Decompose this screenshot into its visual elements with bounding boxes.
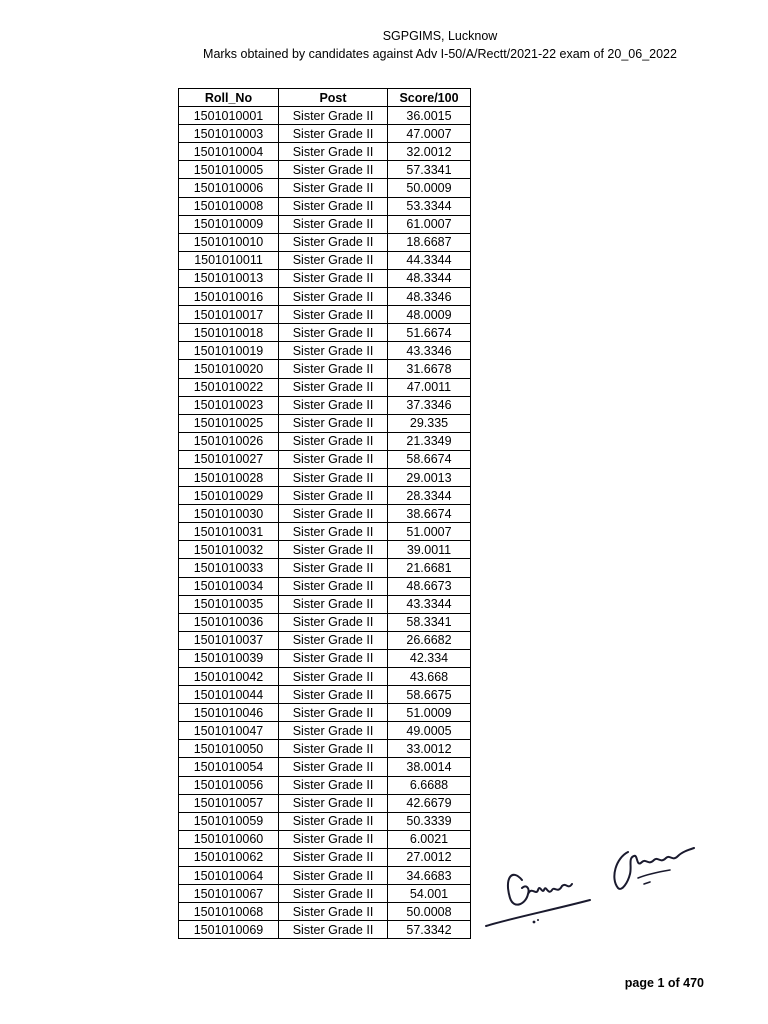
roll-no-cell: 1501010022: [179, 378, 279, 396]
score-cell: 57.3341: [388, 161, 471, 179]
table-row: [179, 631, 471, 649]
score-cell: 54.001: [388, 885, 471, 903]
post-cell: Sister Grade II: [279, 867, 388, 885]
roll-no-cell: 1501010046: [179, 704, 279, 722]
post-cell: Sister Grade II: [279, 197, 388, 215]
roll-no-cell: 1501010033: [179, 559, 279, 577]
table-row: [179, 740, 471, 758]
score-cell: 28.3344: [388, 487, 471, 505]
table-row: [179, 686, 471, 704]
score-cell: 18.6687: [388, 233, 471, 251]
post-cell: Sister Grade II: [279, 812, 388, 830]
roll-no-cell: 1501010067: [179, 885, 279, 903]
roll-no-cell: 1501010064: [179, 867, 279, 885]
score-cell: 43.3344: [388, 595, 471, 613]
roll-no-cell: 1501010036: [179, 613, 279, 631]
score-cell: 43.3346: [388, 342, 471, 360]
roll-no-cell: 1501010056: [179, 776, 279, 794]
table-row: [179, 161, 471, 179]
post-cell: Sister Grade II: [279, 468, 388, 486]
post-cell: Sister Grade II: [279, 848, 388, 866]
roll-no-cell: 1501010004: [179, 143, 279, 161]
table-row: [179, 468, 471, 486]
roll-no-cell: 1501010042: [179, 668, 279, 686]
table-row: [179, 487, 471, 505]
score-cell: 48.3344: [388, 269, 471, 287]
roll-no-cell: 1501010023: [179, 396, 279, 414]
score-cell: 6.6688: [388, 776, 471, 794]
roll-no-cell: 1501010030: [179, 505, 279, 523]
post-cell: Sister Grade II: [279, 487, 388, 505]
table-row: [179, 885, 471, 903]
score-cell: 29.0013: [388, 468, 471, 486]
post-cell: Sister Grade II: [279, 450, 388, 468]
table-row: [179, 306, 471, 324]
table-row: [179, 505, 471, 523]
roll-no-cell: 1501010037: [179, 631, 279, 649]
score-cell: 58.3341: [388, 613, 471, 631]
table-row: [179, 776, 471, 794]
score-cell: 49.0005: [388, 722, 471, 740]
score-cell: 50.0009: [388, 179, 471, 197]
post-cell: Sister Grade II: [279, 360, 388, 378]
table-row: [179, 432, 471, 450]
post-cell: Sister Grade II: [279, 921, 388, 939]
table-row: [179, 794, 471, 812]
post-cell: Sister Grade II: [279, 559, 388, 577]
post-cell: Sister Grade II: [279, 631, 388, 649]
table-row: [179, 523, 471, 541]
post-cell: Sister Grade II: [279, 414, 388, 432]
roll-no-cell: 1501010025: [179, 414, 279, 432]
post-cell: Sister Grade II: [279, 613, 388, 631]
column-header-post: Post: [279, 89, 388, 107]
roll-no-cell: 1501010029: [179, 487, 279, 505]
score-cell: 61.0007: [388, 215, 471, 233]
roll-no-cell: 1501010001: [179, 107, 279, 125]
score-cell: 33.0012: [388, 740, 471, 758]
post-cell: Sister Grade II: [279, 758, 388, 776]
roll-no-cell: 1501010008: [179, 197, 279, 215]
post-cell: Sister Grade II: [279, 830, 388, 848]
post-cell: Sister Grade II: [279, 686, 388, 704]
post-cell: Sister Grade II: [279, 885, 388, 903]
roll-no-cell: 1501010062: [179, 848, 279, 866]
roll-no-cell: 1501010059: [179, 812, 279, 830]
score-cell: 51.0007: [388, 523, 471, 541]
post-cell: Sister Grade II: [279, 776, 388, 794]
score-cell: 58.6674: [388, 450, 471, 468]
post-cell: Sister Grade II: [279, 704, 388, 722]
roll-no-cell: 1501010035: [179, 595, 279, 613]
signature-left: [482, 838, 594, 928]
score-cell: 36.0015: [388, 107, 471, 125]
post-cell: Sister Grade II: [279, 378, 388, 396]
score-cell: 34.6683: [388, 867, 471, 885]
score-cell: 53.3344: [388, 197, 471, 215]
score-cell: 32.0012: [388, 143, 471, 161]
post-cell: Sister Grade II: [279, 541, 388, 559]
column-header-score: Score/100: [388, 89, 471, 107]
roll-no-cell: 1501010013: [179, 269, 279, 287]
post-cell: Sister Grade II: [279, 668, 388, 686]
table-row: [179, 143, 471, 161]
roll-no-cell: 1501010034: [179, 577, 279, 595]
post-cell: Sister Grade II: [279, 125, 388, 143]
table-row: [179, 649, 471, 667]
post-cell: Sister Grade II: [279, 107, 388, 125]
score-cell: 42.6679: [388, 794, 471, 812]
post-cell: Sister Grade II: [279, 324, 388, 342]
roll-no-cell: 1501010017: [179, 306, 279, 324]
page-title: SGPGIMS, Lucknow: [382, 29, 498, 43]
roll-no-cell: 1501010039: [179, 649, 279, 667]
post-cell: Sister Grade II: [279, 577, 388, 595]
post-cell: Sister Grade II: [279, 143, 388, 161]
roll-no-cell: 1501010031: [179, 523, 279, 541]
roll-no-cell: 1501010068: [179, 903, 279, 921]
table-row: [179, 613, 471, 631]
table-row: [179, 215, 471, 233]
post-cell: Sister Grade II: [279, 179, 388, 197]
roll-no-cell: 1501010026: [179, 432, 279, 450]
post-cell: Sister Grade II: [279, 523, 388, 541]
page-subtitle: Marks obtained by candidates against Adv I-50/A/Rectt/2021-22 exam of 20_06_2022: [203, 47, 677, 61]
roll-no-cell: 1501010003: [179, 125, 279, 143]
post-cell: Sister Grade II: [279, 233, 388, 251]
table-row: [179, 251, 471, 269]
score-cell: 58.6675: [388, 686, 471, 704]
roll-no-cell: 1501010028: [179, 468, 279, 486]
post-cell: Sister Grade II: [279, 251, 388, 269]
table-row: [179, 559, 471, 577]
table-row: [179, 867, 471, 885]
score-cell: 47.0007: [388, 125, 471, 143]
score-cell: 42.334: [388, 649, 471, 667]
table-row: [179, 921, 471, 939]
post-cell: Sister Grade II: [279, 432, 388, 450]
table-row: [179, 324, 471, 342]
score-cell: 21.6681: [388, 559, 471, 577]
post-cell: Sister Grade II: [279, 269, 388, 287]
score-cell: 47.0011: [388, 378, 471, 396]
table-row: [179, 396, 471, 414]
score-cell: 38.6674: [388, 505, 471, 523]
score-cell: 51.6674: [388, 324, 471, 342]
score-cell: 50.0008: [388, 903, 471, 921]
roll-no-cell: 1501010020: [179, 360, 279, 378]
score-cell: 39.0011: [388, 541, 471, 559]
roll-no-cell: 1501010016: [179, 288, 279, 306]
table-row: [179, 595, 471, 613]
post-cell: Sister Grade II: [279, 649, 388, 667]
score-cell: 26.6682: [388, 631, 471, 649]
roll-no-cell: 1501010050: [179, 740, 279, 758]
table-row: [179, 378, 471, 396]
roll-no-cell: 1501010006: [179, 179, 279, 197]
roll-no-cell: 1501010027: [179, 450, 279, 468]
post-cell: Sister Grade II: [279, 161, 388, 179]
roll-no-cell: 1501010044: [179, 686, 279, 704]
table-row: [179, 848, 471, 866]
post-cell: Sister Grade II: [279, 505, 388, 523]
post-cell: Sister Grade II: [279, 903, 388, 921]
score-cell: 57.3342: [388, 921, 471, 939]
table-row: [179, 758, 471, 776]
table-row: [179, 541, 471, 559]
table-row: [179, 830, 471, 848]
table-header-row: [179, 89, 471, 107]
post-cell: Sister Grade II: [279, 396, 388, 414]
post-cell: Sister Grade II: [279, 794, 388, 812]
table-row: [179, 197, 471, 215]
score-cell: 48.6673: [388, 577, 471, 595]
roll-no-cell: 1501010032: [179, 541, 279, 559]
roll-no-cell: 1501010018: [179, 324, 279, 342]
post-cell: Sister Grade II: [279, 288, 388, 306]
score-cell: 48.3346: [388, 288, 471, 306]
post-cell: Sister Grade II: [279, 342, 388, 360]
post-cell: Sister Grade II: [279, 595, 388, 613]
table-row: [179, 107, 471, 125]
score-cell: 51.0009: [388, 704, 471, 722]
roll-no-cell: 1501010010: [179, 233, 279, 251]
post-cell: Sister Grade II: [279, 306, 388, 324]
roll-no-cell: 1501010054: [179, 758, 279, 776]
roll-no-cell: 1501010047: [179, 722, 279, 740]
table-row: [179, 704, 471, 722]
signature-right: [598, 838, 708, 908]
table-row: [179, 577, 471, 595]
table-row: [179, 125, 471, 143]
score-cell: 48.0009: [388, 306, 471, 324]
table-row: [179, 414, 471, 432]
score-cell: 29.335: [388, 414, 471, 432]
score-cell: 50.3339: [388, 812, 471, 830]
score-cell: 21.3349: [388, 432, 471, 450]
column-header-roll-no: Roll_No: [179, 89, 279, 107]
score-cell: 31.6678: [388, 360, 471, 378]
roll-no-cell: 1501010069: [179, 921, 279, 939]
table-row: [179, 288, 471, 306]
score-cell: 38.0014: [388, 758, 471, 776]
table-row: [179, 360, 471, 378]
marks-table: [178, 88, 471, 939]
score-cell: 37.3346: [388, 396, 471, 414]
score-cell: 6.0021: [388, 830, 471, 848]
page-number: page 1 of 470: [624, 976, 704, 990]
table-row: [179, 342, 471, 360]
table-row: [179, 722, 471, 740]
post-cell: Sister Grade II: [279, 215, 388, 233]
table-row: [179, 450, 471, 468]
roll-no-cell: 1501010060: [179, 830, 279, 848]
table-row: [179, 179, 471, 197]
score-cell: 44.3344: [388, 251, 471, 269]
roll-no-cell: 1501010005: [179, 161, 279, 179]
post-cell: Sister Grade II: [279, 740, 388, 758]
table-row: [179, 812, 471, 830]
score-cell: 27.0012: [388, 848, 471, 866]
score-cell: 43.668: [388, 668, 471, 686]
roll-no-cell: 1501010019: [179, 342, 279, 360]
table-row: [179, 233, 471, 251]
roll-no-cell: 1501010009: [179, 215, 279, 233]
table-row: [179, 269, 471, 287]
table-row: [179, 903, 471, 921]
table-row: [179, 668, 471, 686]
roll-no-cell: 1501010011: [179, 251, 279, 269]
post-cell: Sister Grade II: [279, 722, 388, 740]
roll-no-cell: 1501010057: [179, 794, 279, 812]
